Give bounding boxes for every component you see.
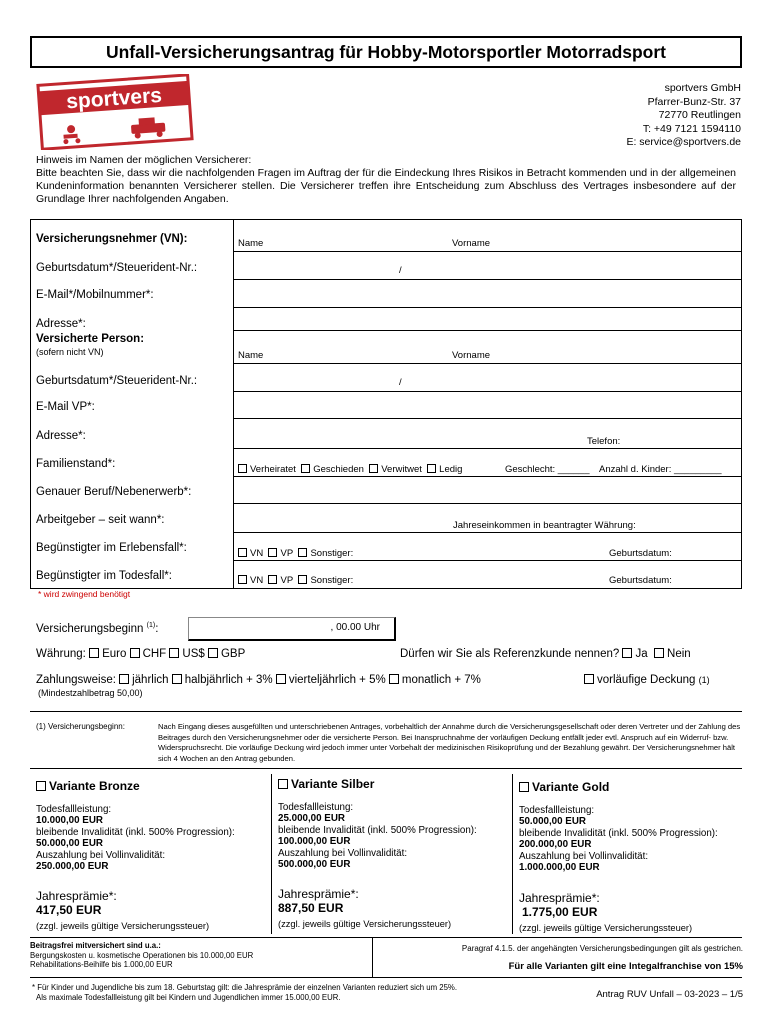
checkbox-icon (172, 674, 182, 684)
inv-label: bleibende Invalidität (inkl. 500% Progression): (36, 826, 235, 838)
referenz-row (400, 648, 691, 660)
option-label: jährlich (132, 674, 169, 686)
tod-value: 50.000,00 EUR (519, 816, 586, 827)
vn-geb-label: Geburtsdatum*/Steuerident-Nr.: (36, 262, 198, 274)
company-phone: T: +49 7121 1594110 (642, 122, 741, 135)
voll-value: 500.000,00 EUR (278, 859, 351, 870)
franchise-note: Für alle Varianten gilt eine Integalfranchise von 15% (508, 961, 743, 972)
vn-adresse-line (233, 330, 741, 331)
beg-erleben-options (238, 548, 353, 559)
checkbox-icon (654, 648, 664, 658)
arbeitgeber-label: Arbeitgeber – seit wann*: (36, 514, 165, 526)
checkbox-icon (276, 674, 286, 684)
beginn-sup: (1) (146, 622, 156, 629)
variant-gold[interactable] (519, 782, 718, 874)
checkbox-icon (89, 648, 99, 658)
referenz-question: Dürfen wir Sie als Referenzkunde nennen? (400, 648, 620, 660)
variant-divider (512, 774, 513, 934)
option-label: Nein (667, 648, 691, 660)
checkbox-usd[interactable] (169, 648, 204, 660)
option-label: VN (250, 575, 264, 586)
inv-label: bleibende Invalidität (inkl. 500% Progression): (278, 824, 477, 836)
sportvers-logo (32, 74, 200, 150)
inv-label: bleibende Invalidität (inkl. 500% Progression): (519, 827, 718, 839)
vp-label: Versicherte Person: (36, 333, 145, 345)
checkbox-monatlich[interactable] (389, 674, 481, 686)
divider-line (30, 937, 742, 938)
tax-note: (zzgl. jeweils gültige Versicherungssteuer) (519, 923, 693, 933)
checkbox-icon (389, 674, 399, 684)
jahreseinkommen-field[interactable]: Jahreseinkommen in beantragter Währung: (453, 520, 636, 531)
applicant-form (30, 219, 742, 589)
required-note: * wird zwingend benötigt (38, 589, 131, 599)
beitragsfrei-title: Beitragsfrei mitversichert sind u.a.: (30, 941, 161, 950)
vorlaeufig-ref: (1) (698, 675, 710, 685)
variant-title-text: Variante Gold (532, 780, 610, 794)
premium-gold (519, 892, 692, 936)
praemie-label: Jahresprämie*: (519, 891, 600, 905)
geschlecht-field[interactable]: Geschlecht: ______ (505, 464, 590, 475)
tax-note: (zzgl. jeweils gültige Versicherungssteuer) (278, 919, 452, 929)
beg-erleben-line (233, 560, 741, 561)
variant-title (278, 779, 477, 791)
option-label: monatlich + 7% (401, 674, 481, 686)
beginn-label (36, 622, 158, 635)
checkbox-jaehrlich[interactable] (119, 674, 168, 686)
tod-label: Todesfallleistung: (36, 803, 112, 815)
vn-adresse-label: Adresse*: (36, 318, 86, 330)
insurer-hint (36, 154, 736, 206)
checkbox-vierteljaehrlich[interactable] (276, 674, 386, 686)
praemie-label: Jahresprämie*: (36, 889, 117, 903)
checkbox-icon (169, 648, 179, 658)
checkbox-verheiratet[interactable] (238, 464, 296, 475)
checkbox-halbjaehrlich[interactable] (172, 674, 273, 686)
option-label: Euro (102, 648, 127, 660)
beginn-time: , 00.00 Uhr (330, 622, 380, 633)
checkbox-chf[interactable] (130, 648, 167, 660)
option-label: VP (280, 575, 294, 586)
familienstand-label: Familienstand*: (36, 458, 116, 470)
title-text: Unfall-Versicherungsantrag für Hobby-Motorsportler Motorradsport (105, 42, 667, 62)
page-footer: Antrag RUV Unfall – 03-2023 – 1/5 (596, 989, 743, 1000)
divider-line (30, 977, 742, 978)
variant-bronze[interactable] (36, 781, 235, 873)
vp-name-label[interactable]: Name (238, 350, 264, 361)
vp-email-label: E-Mail VP*: (36, 401, 95, 413)
paragraf-note: Paragraf 4.1.5. der angehängten Versicherungsbedingungen gilt als gestrichen. (461, 944, 743, 953)
checkbox-verwitwet[interactable] (369, 464, 422, 475)
beginn-colon: : (155, 622, 159, 635)
option-label: Sonstiger: (310, 575, 354, 586)
vp-adresse-label: Adresse*: (36, 430, 86, 442)
car-icon (131, 117, 166, 139)
checkbox-icon (36, 781, 46, 791)
checkbox-erleben-vp[interactable] (268, 548, 293, 559)
tod-geburtsdatum-field[interactable]: Geburtsdatum: (609, 575, 672, 586)
vn-line (233, 251, 741, 252)
checkbox-erleben-vn[interactable] (238, 548, 263, 559)
variant-title-text: Variante Silber (291, 777, 375, 791)
checkbox-geschieden[interactable] (301, 464, 364, 475)
checkbox-icon (519, 782, 529, 792)
checkbox-ledig[interactable] (427, 464, 462, 475)
vn-vorname-label[interactable]: Vorname (452, 238, 491, 249)
vn-label: Versicherungsnehmer (VN): (36, 233, 188, 245)
logo-text: sportvers (65, 83, 163, 114)
reha-text: Rehabilitations-Beihilfe bis 1.000,00 EUR (30, 960, 173, 969)
checkbox-icon (238, 548, 247, 557)
erleben-geburtsdatum-field[interactable]: Geburtsdatum: (609, 548, 672, 559)
checkbox-icon (238, 575, 247, 584)
checkbox-tod-vp[interactable] (268, 575, 293, 586)
checkbox-icon (427, 464, 436, 473)
option-label: Verheiratet (250, 464, 296, 475)
vp-email-line (233, 418, 741, 419)
checkbox-icon (369, 464, 378, 473)
variant-title (36, 781, 235, 793)
checkbox-tod-sonstiger[interactable] (298, 575, 353, 586)
checkbox-icon (119, 674, 129, 684)
voll-value: 1.000.000,00 EUR (519, 862, 600, 873)
vn-email-line (233, 307, 741, 308)
checkbox-nein[interactable] (654, 648, 691, 660)
checkbox-icon (130, 648, 140, 658)
inv-value: 50.000,00 EUR (36, 838, 103, 849)
vn-name-label[interactable]: Name (238, 238, 264, 249)
vp-sub-label: (sofern nicht VN) (36, 347, 104, 357)
checkbox-gbp[interactable] (208, 648, 245, 660)
checkbox-ja[interactable] (622, 648, 647, 660)
waehrung-row (36, 648, 245, 660)
tod-value: 10.000,00 EUR (36, 815, 103, 826)
checkbox-icon (622, 648, 632, 658)
praemie-label: Jahresprämie*: (278, 887, 359, 901)
checkbox-icon (268, 575, 277, 584)
option-label: VP (280, 548, 294, 559)
vp-vorname-label[interactable]: Vorname (452, 350, 491, 361)
note-text: Nach Eingang dieses ausgefüllten und unterschriebenen Antrages, vorbehaltlich der Annahme durch die Versicherungsgesellschaft oder deren Vertreter und der Zahlung des Beitrages durch den Versicherungsnehmer oder die versicherte Person. Bei Inanspruchnahme der vorläufigen Deckung entfällt jeder evtl. Anspruch auf ein Widerruf- bzw. Widerspruchsrecht. Die vorläufige Deckung wird jedoch immer unter Vorbehalt der medizinischen Risikoprüfung und der Bezahlung gewährt. Der Versicherungsnehmer hält sich 4 Wochen an den Antrag gebunden. (158, 722, 741, 763)
vn-email-label: E-Mail*/Mobilnummer*: (36, 289, 154, 301)
tod-label: Todesfallleistung: (519, 804, 595, 816)
vp-geb-label: Geburtsdatum*/Steuerident-Nr.: (36, 375, 198, 387)
checkbox-icon (208, 648, 218, 658)
variant-silber[interactable] (278, 779, 477, 871)
premium-silber (278, 888, 451, 932)
checkbox-vorlaeufig[interactable] (584, 674, 710, 686)
voll-label: Auszahlung bei Vollinvalidität: (36, 849, 166, 861)
waehrung-label: Währung: (36, 648, 86, 660)
option-label: GBP (220, 648, 246, 660)
kinder-note (32, 983, 552, 1002)
variant-title-text: Variante Bronze (49, 779, 140, 793)
checkbox-tod-vn[interactable] (238, 575, 263, 586)
checkbox-icon (301, 464, 310, 473)
telefon-label[interactable]: Telefon: (587, 436, 621, 447)
option-label: vierteljährlich + 5% (288, 674, 386, 686)
option-label: US$ (182, 648, 205, 660)
inv-value: 100.000,00 EUR (278, 836, 351, 847)
checkbox-icon (278, 779, 288, 789)
option-label: Sonstiger: (310, 548, 354, 559)
note-label: (1) Versicherungsbeginn: (36, 722, 125, 731)
checkbox-erleben-sonstiger[interactable] (298, 548, 353, 559)
beruf-line (233, 503, 741, 504)
zahlung-label: Zahlungsweise: (36, 674, 116, 686)
page-title (30, 36, 742, 68)
kinder-field[interactable]: Anzahl d. Kinder: _________ (599, 464, 722, 475)
mindestzahlbetrag: (Mindestzahlbetrag 50,00) (38, 688, 143, 698)
checkbox-icon (238, 464, 247, 473)
company-address (626, 82, 741, 150)
company-city: 72770 Reutlingen (658, 109, 741, 121)
beg-tod-options (238, 575, 353, 586)
kinder-note-1: * Für Kinder und Jugendliche bis zum 18. Geburtstag gilt: die Jahresprämie der einzelnen Varianten reduziert sich um 25%. (32, 983, 458, 992)
inv-value: 200.000,00 EUR (519, 839, 592, 850)
company-email: E: service@sportvers.de (626, 136, 741, 148)
tod-value: 25.000,00 EUR (278, 813, 345, 824)
option-label: Geschieden (313, 464, 364, 475)
bergung-text: Bergungskosten u. kosmetische Operationen bis 10.000,00 EUR (30, 950, 254, 960)
voll-label: Auszahlung bei Vollinvalidität: (519, 850, 649, 862)
company-street: Pfarrer-Bunz-Str. 37 (647, 95, 741, 108)
vp-geb-field[interactable]: / (399, 377, 402, 388)
divider-line (30, 711, 742, 712)
vp-geb-line (233, 391, 741, 392)
option-label: CHF (142, 648, 167, 660)
option-label: VN (250, 548, 264, 559)
hint-title: Hinweis im Namen der möglichen Versicherer: (36, 154, 252, 166)
divider-line (30, 768, 742, 769)
familienstand-line (233, 476, 741, 477)
beg-erleben-label: Begünstigter im Erlebensfall*: (36, 542, 187, 554)
option-label: Ja (635, 648, 648, 660)
vn-geb-line (233, 279, 741, 280)
praemie-value: 887,50 EUR (278, 900, 344, 915)
zahlung-row (36, 674, 481, 686)
company-name: sportvers GmbH (664, 82, 741, 94)
option-label: vorläufige Deckung (597, 674, 696, 686)
variant-divider (271, 774, 272, 934)
voll-value: 250.000,00 EUR (36, 861, 109, 872)
premium-bronze (36, 890, 209, 934)
beginn-text: Versicherungsbeginn (36, 622, 144, 635)
praemie-value: 1.775,00 EUR (522, 904, 598, 919)
option-label: Verwitwet (381, 464, 422, 475)
checkbox-icon (298, 575, 307, 584)
praemie-value: 417,50 EUR (36, 902, 102, 917)
kinder-note-2: Als maximale Todesfallleistung gilt bei Kindern und Jugendlichen immer 15.000,00 EUR. (36, 992, 341, 1002)
beitragsfrei-box (30, 941, 380, 970)
familienstand-options (238, 464, 462, 475)
option-label: Ledig (439, 464, 463, 475)
tax-note: (zzgl. jeweils gültige Versicherungssteuer) (36, 921, 210, 931)
vp-line (233, 363, 741, 364)
beginn-input[interactable] (188, 617, 396, 641)
checkbox-euro[interactable] (89, 648, 126, 660)
beruf-label: Genauer Beruf/Nebenerwerb*: (36, 486, 192, 498)
checkbox-icon (268, 548, 277, 557)
arbeitgeber-line (233, 532, 741, 533)
hint-text: Bitte beachten Sie, dass wir die nachfolgenden Fragen im Auftrag der für die Eindeckung Ihres Risikos in Betracht kommenden und in der allgemeinen Kundeninformation benannten Versicherer stellen. Die Versicherer treffen ihre Entscheidung zum Abschluss des Vertrages insbesondere auf der Grundlage Ihrer nachfolgenden Angaben. (36, 167, 736, 205)
voll-label: Auszahlung bei Vollinvalidität: (278, 847, 408, 859)
checkbox-icon (584, 674, 594, 684)
vp-adresse-line (233, 448, 741, 449)
tod-label: Todesfallleistung: (278, 801, 354, 813)
option-label: halbjährlich + 3% (184, 674, 273, 686)
motorsport-icon (62, 125, 80, 145)
variant-title (519, 782, 718, 794)
beg-tod-label: Begünstigter im Todesfall*: (36, 570, 172, 582)
vn-geb-field[interactable]: / (399, 265, 402, 276)
checkbox-icon (298, 548, 307, 557)
